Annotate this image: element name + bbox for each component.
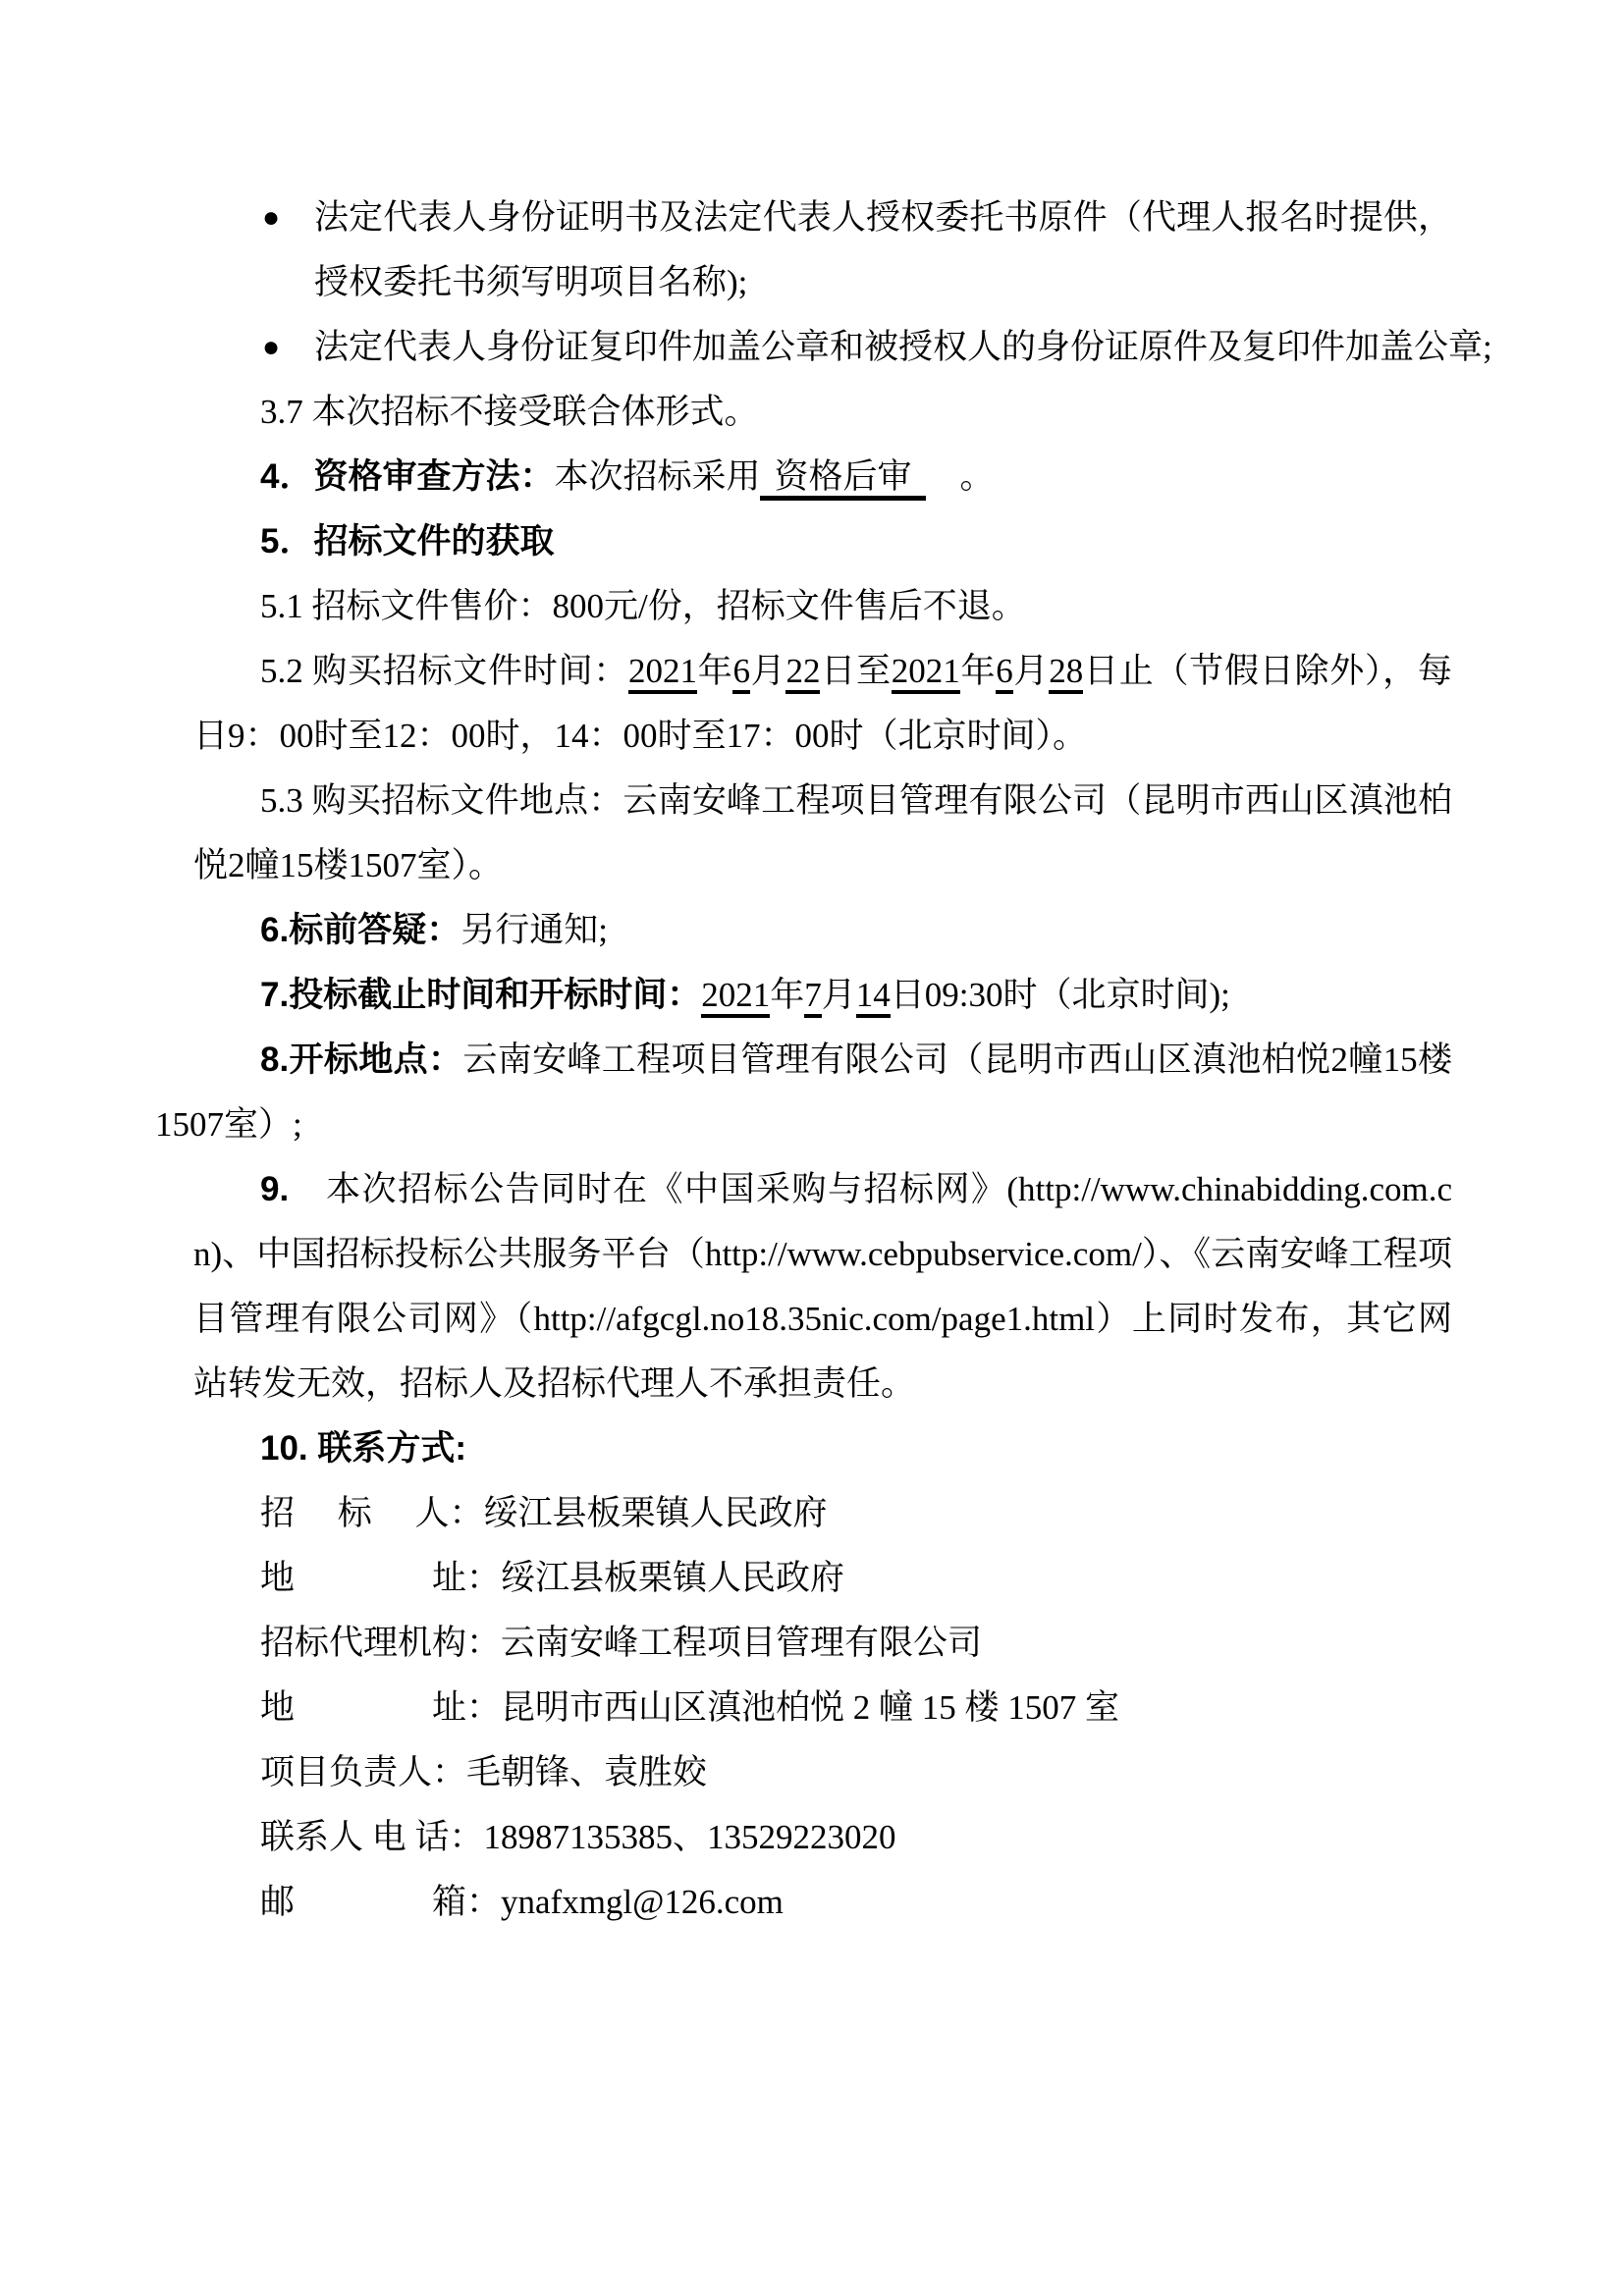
text-run: 月 [821, 976, 856, 1014]
para-5-1-document-price [193, 574, 1452, 639]
text-run: 法定代表人身份证明书及法定代表人授权委托书原件（代理人报名时提供，授权委托书须写明项目名称); [314, 198, 1452, 301]
contact-row-project-managers [193, 1740, 1452, 1805]
text-run: 另行通知; [460, 911, 608, 949]
text-run: 地 址：绥江县板栗镇人民政府 [260, 1559, 845, 1597]
text-run: 招 标 人：绥江县板栗镇人民政府 [260, 1494, 828, 1532]
contact-row-tenderer [193, 1481, 1452, 1546]
text-run: 月 [749, 652, 786, 690]
text-run: 日09:30时（北京时间); [890, 976, 1230, 1014]
underlined-date: 28 [1049, 652, 1083, 694]
underlined-date: 6 [996, 652, 1013, 694]
contact-row-agency [193, 1611, 1452, 1676]
text-run: 项目负责人：毛朝锋、袁胜姣 [260, 1753, 708, 1791]
text-run: 5.3 购买招标文件地点：云南安峰工程项目管理有限公司（昆明市西山区滇池柏悦2幢15楼1507室）。 [193, 781, 1452, 884]
contact-row-phone [193, 1805, 1452, 1870]
section-label: 10. 联系方式: [260, 1429, 467, 1468]
text-run: 云南安峰工程项目管理有限公司（昆明市西山区滇池柏悦2幢15楼1507室）; [155, 1041, 1452, 1144]
text-run: 日至 [820, 652, 892, 690]
text-run: 年 [696, 652, 733, 690]
underlined-date: 22 [785, 652, 820, 694]
section-label: 8.开标地点： [260, 1041, 463, 1079]
text-run: 5.2 购买招标文件时间： [260, 652, 628, 690]
heading-5-document-acquisition [193, 509, 1452, 574]
para-8-opening-location [155, 1028, 1452, 1157]
underlined-date: 2021 [701, 976, 770, 1018]
bullet-item-legal-rep-certificate [193, 186, 1452, 315]
para-5-3-purchase-location [193, 769, 1452, 898]
para-5-2-purchase-time [193, 639, 1452, 769]
text-run: 日止（节假日除外），每日9：00时至12：00时，14：00时至17：00时（北京时间）。 [193, 652, 1452, 755]
contact-row-email [193, 1870, 1452, 1935]
heading-10-contact-info [193, 1416, 1452, 1481]
underlined-value: 资格后审 [760, 457, 925, 501]
para-7-deadline-opening-time [193, 963, 1452, 1028]
para-4-qualification-review [193, 445, 1452, 509]
text-run: 联系人 电 话：18987135385、13529223020 [260, 1818, 896, 1856]
bullet-item-id-copy-seal [193, 315, 1492, 380]
text-run: 地 址：昆明市西山区滇池柏悦 2 幢 15 楼 1507 室 [260, 1688, 1120, 1727]
bullet-icon: ● [262, 331, 281, 363]
contact-row-tenderer-address [193, 1546, 1452, 1611]
contact-row-agency-address [193, 1676, 1452, 1740]
section-label: 5．招标文件的获取 [260, 522, 555, 561]
section-label: 6.标前答疑： [260, 911, 461, 949]
underlined-date: 14 [856, 976, 891, 1018]
text-run: 3.7 本次招标不接受联合体形式。 [260, 393, 759, 431]
text-run: 5.1 招标文件售价：800元/份，招标文件售后不退。 [260, 587, 1026, 625]
bullet-icon: ● [262, 201, 281, 234]
underlined-date: 7 [804, 976, 822, 1018]
underlined-date: 6 [732, 652, 750, 694]
text-run: 本次招标采用 [554, 457, 761, 496]
section-label: 4．资格审查方法： [260, 457, 555, 496]
text-run: 年 [959, 652, 997, 690]
text-run: 。 [925, 457, 995, 496]
text-run: 法定代表人身份证复印件加盖公章和被授权人的身份证原件及复印件加盖公章; [314, 328, 1492, 366]
section-label: 7.投标截止时间和开标时间： [260, 976, 702, 1014]
section-label: 9. [260, 1170, 290, 1208]
text-run: 本次招标公告同时在《中国采购与招标网》(http://www.chinabidding.com.cn)、中国招标投标公共服务平台（http://www.cebpubservice.com/）、《云南安峰工程项目管理有限公司网》（http://afgcgl.no18.35nic.com/page1.html）上同时发布，其它网站转发无效，招标人及招标代理人不承担责任。 [193, 1170, 1452, 1403]
underlined-date: 2021 [892, 652, 960, 694]
text-run: 年 [770, 976, 805, 1014]
underlined-date: 2021 [628, 652, 697, 694]
para-9-announcement-websites [193, 1157, 1452, 1416]
text-run: 月 [1012, 652, 1050, 690]
text-run: 招标代理机构：云南安峰工程项目管理有限公司 [260, 1624, 983, 1662]
text-run: 邮 箱：ynafxmgl@126.com [260, 1883, 784, 1921]
para-6-pre-bid-qa [193, 898, 1452, 963]
para-3-7-no-consortium [193, 380, 1452, 445]
document-body [155, 186, 1492, 1935]
